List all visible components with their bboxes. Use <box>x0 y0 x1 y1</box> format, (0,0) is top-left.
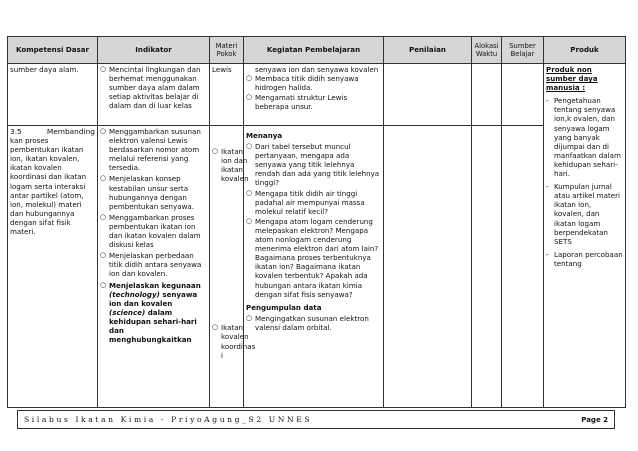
kegiatan-text: Mengingatkan susunan elektron valensi dalam orbital. <box>255 313 369 332</box>
sumber-cell <box>502 126 544 408</box>
kegiatan-cell <box>244 64 384 126</box>
materi-cell <box>210 64 244 126</box>
materi-text: Ikatan kovalen koordinas i <box>221 323 256 360</box>
kegiatan-item <box>246 93 381 111</box>
page-number: Page 2 <box>581 415 608 424</box>
materi-text: Lewis <box>212 65 232 74</box>
indikator-cell <box>98 64 210 126</box>
sumber-cell <box>502 64 544 126</box>
penilaian-cell <box>384 64 472 126</box>
indikator-item <box>100 127 207 172</box>
indikator-text-bold <box>109 281 207 345</box>
kompetensi-cell <box>8 126 98 408</box>
kd-code: 3.5 <box>10 127 22 136</box>
kd-first-word: Membanding <box>46 127 95 136</box>
produk-text: Laporan percobaan tentang <box>554 249 623 268</box>
kompetensi-text: kan proses pembentukan ikatan ion, ikatan kovalen, ikatan kovalen koordinasi dan ikatan logam serta interaksi antar partikel (atom, ion, molekul) materi dan hubungannya dengan sifat fisik materi. <box>10 136 87 237</box>
bullet-icon: ○ <box>100 280 107 289</box>
produk-item <box>546 250 623 268</box>
bullet-icon: ○ <box>246 188 253 197</box>
indikator-item <box>100 174 207 210</box>
indikator-italic-part: (technology) <box>109 289 160 299</box>
dash-icon: - <box>546 249 549 259</box>
header-sumber-belajar: Sumber Belajar <box>502 37 544 64</box>
kegiatan-text: Mengapa atom logam cenderung melepaskan elektron? Mengapa atom nonlogam cenderung menerima elektron dari atom lain? Bagaimana proses terbentuknya ikatan ion? Bagaimana ikatan kovalen terbentuk? Apakah ada hubungan antara ikatan kimia dengan sifat fisis senyawa? <box>255 216 379 299</box>
indikator-item <box>100 281 207 345</box>
materi-item <box>212 323 256 360</box>
kompetensi-text: sumber daya alam. <box>10 65 79 74</box>
bullet-icon: ○ <box>212 323 219 332</box>
produk-item <box>546 96 623 178</box>
footer-title: Silabus Ikatan Kimia - PriyoAgung_S2 UNNES <box>24 415 313 424</box>
pengumpulan-heading: Pengumpulan data <box>246 302 322 312</box>
dash-icon: - <box>546 96 549 106</box>
syllabus-sheet <box>7 36 625 408</box>
bullet-icon: ○ <box>100 251 107 260</box>
indikator-text: Mencintai lingkungan dan berhemat menggunakan sumber daya alam dalam setiap aktivitas belajar di dalam dan di luar kelas <box>109 65 201 111</box>
produk-cell <box>544 64 626 408</box>
page-footer <box>17 410 615 429</box>
alokasi-cell <box>472 64 502 126</box>
kegiatan-item <box>246 74 381 92</box>
produk-item <box>546 182 623 246</box>
materi-item <box>212 147 249 184</box>
menanya-heading: Menanya <box>246 131 283 140</box>
header-alokasi-waktu: Alokasi Waktu <box>472 37 502 64</box>
kegiatan-item <box>246 189 381 216</box>
kegiatan-text: Dari tabel tersebut muncul pertanyaan, mengapa ada senyawa yang titik lelehnya rendah dan ada yang titik lelehnya tinggi? <box>255 142 380 188</box>
indikator-bold-part: senyawa ion dan kovalen <box>109 289 198 308</box>
bullet-icon: ○ <box>246 216 253 225</box>
bullet-icon: ○ <box>246 74 253 83</box>
materi-cell <box>210 126 256 408</box>
indikator-item <box>100 251 207 278</box>
header-penilaian: Penilaian <box>384 37 472 64</box>
produk-text: Kumpulan jurnal atau artikel materi ikatan ion, kovalen, dan ikatan logam berpendekatan SETS <box>554 182 620 246</box>
bullet-icon: ○ <box>212 147 219 155</box>
indikator-text: Menggambarkan susunan elektron valensi Lewis berdasarkan nomor atom melalui referensi yang tersedia. <box>109 127 201 173</box>
indikator-bold-part: Menjelaskan kegunaan <box>109 280 201 290</box>
kegiatan-text: Membaca titik didih senyawa hidrogen halida. <box>255 74 359 93</box>
indikator-text: Menjelaskan perbedaan titik didih antara senyawa ion dan kovalen. <box>109 251 202 279</box>
kegiatan-item <box>246 314 381 332</box>
alokasi-cell <box>472 126 502 408</box>
indikator-text: Menjelaskan konsep kestabilan unsur serta hubungannya dengan pembentukan senyawa. <box>109 174 195 211</box>
penilaian-cell <box>384 126 472 408</box>
kegiatan-cell <box>244 126 384 408</box>
indikator-cell <box>98 126 210 408</box>
kd-code-line <box>10 127 95 136</box>
kegiatan-text: Mengamati struktur Lewis beberapa unsur. <box>255 93 348 112</box>
header-kompetensi-dasar: Kompetensi Dasar <box>8 37 98 64</box>
table-header-row <box>8 37 626 64</box>
header-indikator: Indikator <box>98 37 210 64</box>
table-row <box>8 64 626 126</box>
indikator-item <box>100 65 207 110</box>
indikator-item <box>100 213 207 249</box>
bullet-icon: ○ <box>100 127 107 135</box>
header-materi-pokok: Materi Pokok <box>210 37 244 64</box>
syllabus-table <box>7 36 626 408</box>
kegiatan-text: Mengapa titik didih air tinggi padahal air mempunyai massa molekul relatif kecil? <box>255 188 365 216</box>
produk-title: Produk non sumber daya manusia : <box>546 65 598 93</box>
kegiatan-item <box>246 142 381 187</box>
table-row <box>8 126 626 408</box>
bullet-icon: ○ <box>246 93 253 102</box>
header-kegiatan-pembelajaran: Kegiatan Pembelajaran <box>244 37 384 64</box>
bullet-icon: ○ <box>100 212 107 221</box>
indikator-text: Menggambarkan proses pembentukan ikatan ion dan ikatan kovalen dalam diskusi kelas <box>109 212 201 250</box>
indikator-italic-part: (science) <box>109 307 146 317</box>
bullet-icon: ○ <box>100 174 107 183</box>
indikator-bold-part: dalam kehidupan sehari-hari dan menghubungkaitkan <box>109 307 197 345</box>
dash-icon: - <box>546 182 549 192</box>
bullet-icon: ○ <box>100 65 107 73</box>
materi-text: Ikatan ion dan ikatan kovalen <box>221 147 249 184</box>
header-produk: Produk <box>544 37 626 64</box>
bullet-icon: ○ <box>246 313 253 322</box>
kompetensi-cell <box>8 64 98 126</box>
kegiatan-continued: senyawa ion dan senyawa kovalen <box>255 65 379 74</box>
produk-text: Pengetahuan tentang senyawa ion,k ovalen, dan senyawa logam yang banyak dijumpai dan di manfaatkan dalam kehidupan sehari-hari. <box>554 96 621 179</box>
bullet-icon: ○ <box>246 142 253 151</box>
kegiatan-item <box>246 217 381 299</box>
